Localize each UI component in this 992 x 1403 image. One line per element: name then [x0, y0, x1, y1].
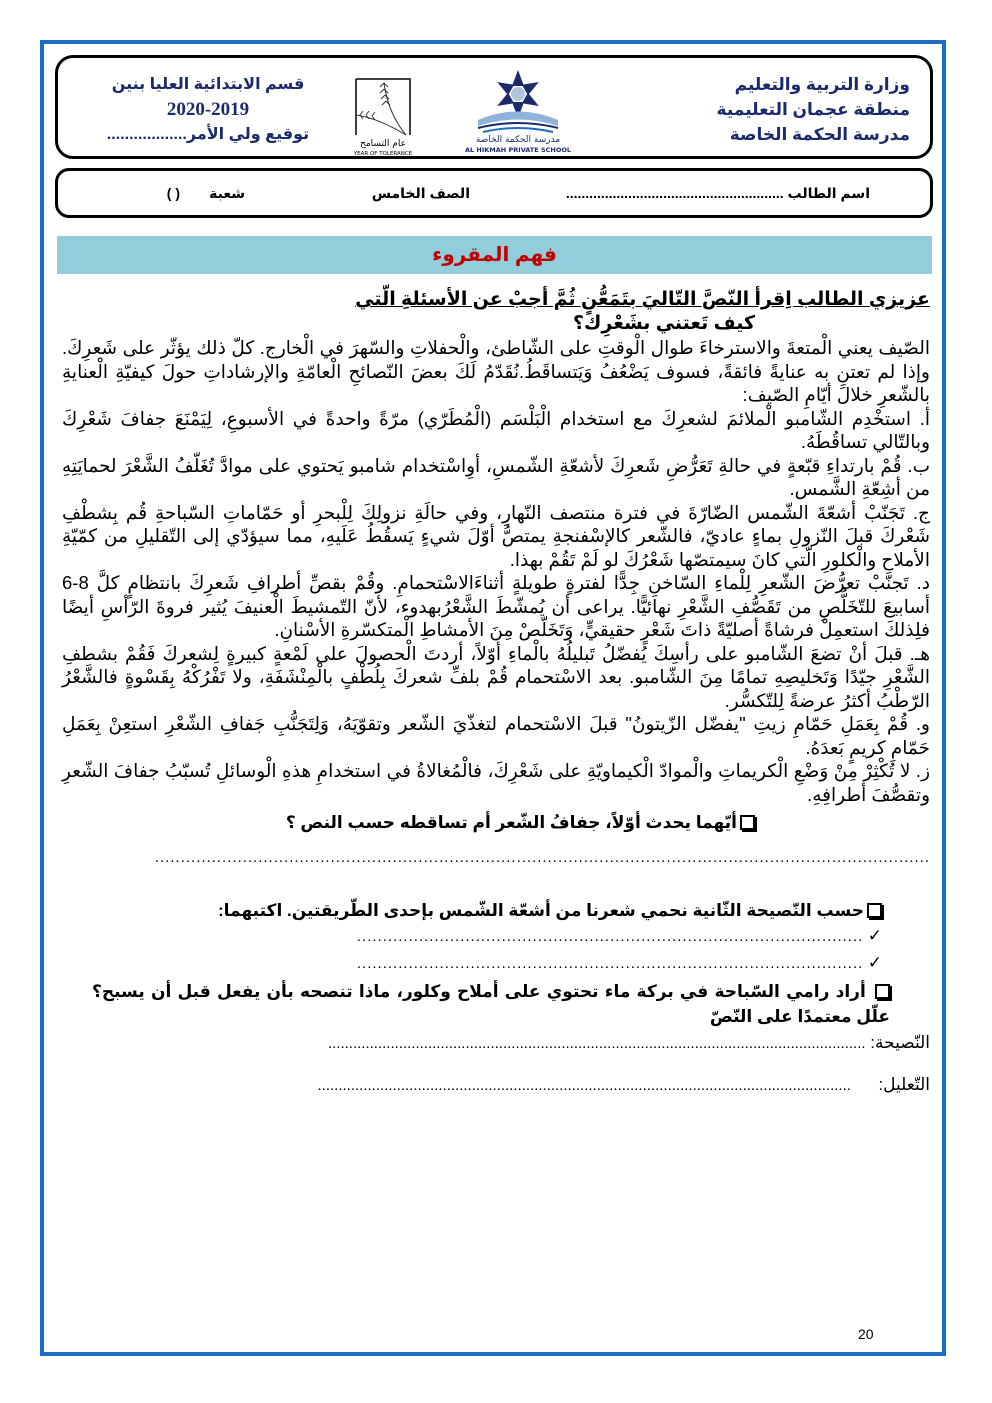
checkbox-icon[interactable]: [875, 984, 890, 999]
checkmark-icon: ✓: [867, 926, 882, 945]
passage-title: كيف تَعتني بشَعْرِك؟: [572, 313, 755, 334]
question-1-answer-line[interactable]: ......................................................................................................................................................: [154, 849, 930, 866]
question-1-text: أيّهما يحدث أوّلاً، جفافُ الشّعر أم تساقطه حسب النص ؟: [285, 813, 737, 832]
section-title: فهم المقروء: [57, 236, 932, 274]
paragraph-b: ب. قُمْ بارتداءِ قبّعةٍ في حالةِ تَعَرُّضِ شَعرِكَ لأشعّةِ الشّمسِ، أوِاسْتخدام شامبو يَحتوي على موادَّ تُغَلّفُ الشَّعْرَ لحمايَتِهِ من أشِعّةِ الشَّمس.: [62, 454, 930, 499]
question-2: [62, 898, 930, 923]
wheat-icon: [356, 83, 406, 135]
question-1: [62, 810, 930, 835]
instruction-text: عزيزي الطالب اِقرأ النّصَّ التّاليَ بتَمَعُّنٍ ثُمَّ أجبْ عن الأسئلةِ الّتي: [355, 289, 930, 310]
section-name: قسم الابتدائية العليا بنين: [111, 76, 305, 93]
checkmark-icon: ✓: [867, 953, 882, 972]
section-field[interactable]: ( ): [166, 185, 180, 201]
page-number: 20: [858, 1326, 874, 1342]
checkbox-icon[interactable]: [740, 815, 755, 830]
student-info-box: [55, 168, 933, 218]
ministry-name: وزارة التربية والتعليم: [734, 75, 910, 94]
school-logo: [453, 68, 583, 154]
grade-label: الصف الخامس: [371, 185, 470, 201]
question-3-text: أراد رامي السّباحة في بركة ماء تحتوي على أملاح وكلور، ماذا تنصحه بأن يفعل قبل أن يسبح؟ علّل معتمدًا على النّصّ: [92, 982, 890, 1026]
school-name: مدرسة الحكمة الخاصة: [729, 125, 910, 144]
reason-row: [62, 1075, 930, 1095]
question-3: [62, 979, 930, 1029]
star-emblem-icon: [494, 70, 542, 118]
header-ministry-block: [670, 72, 910, 147]
advice-label: النّصيحة:: [870, 1033, 930, 1052]
paragraph-g: ز. لا تُكْثِرْ مِنْ وَضْعِ الْكريماتِ والْموادّ الْكيماويّةِ على شَعْرِكَ، فالْمُغالاةُ في استخدامِ هذهِ الْوسائلِ تُسبّبُ جفافَ الشّعرِ وتقصُّفَ أطرافِهِ.: [62, 760, 931, 805]
svg-text:AL HIKMAH PRIVATE SCHOOL: AL HIKMAH PRIVATE SCHOOL: [464, 146, 572, 154]
reading-passage: [62, 288, 930, 1095]
paragraph-c: ج. تَجَنّبْ أشعّةَ الشّمس الضّارّةَ في فترة منتصف النّهارِ، وفي حالَةِ نزولِكَ لِلْبحرِ أو حَمّاماتِ السّباحةِ قُم بِشطْفِ شَعْركَ قبلَ النّزولِ بماءٍ عاديّ، فالشّعر كالإسْفنجةِ يمتصُّ أوّلَ شيءٍ يَسقُطُ عَلَيهِ، مما سيؤدّي إلى التّقليلِ من كمّيّةِ الأملاحِ والْكلورِ الّتي كانَ سيمتصّها شَعْرُكَ لو لَمْ تَقُمْ بهذا.: [62, 501, 930, 570]
paragraph-e: هـ. قبلَ أنْ تضعَ الشّامبو على رأسِكَ يُفضّلُ تَبليلُهُ بالْماءِ أوّلاً، أردتَ الْحصولَ على لَمْعةٍ كبيرةٍ لِشعركَ فَقُمْ بشطفِ الشَّعْرِ جيّدًا وَتَخليصِهِ تمامًا مِنَ الشّامبو. بعد الاسْتحمام قُمْ بلفِّ شعركَ بِلُطْفٍ بالْمِنْشَفَةِ، ولا تَفْرُكْهُ بِقَسْوةٍ فالشَّعْرُ الرّطْبُ أكثرُ عرضةً لِلتّكسُّر.: [62, 642, 930, 711]
academic-year: 2020-2019: [166, 99, 250, 120]
header-box: [55, 55, 933, 159]
checkbox-icon[interactable]: [867, 903, 882, 918]
svg-text:مدرسة الحكمة الخاصة: مدرسة الحكمة الخاصة: [475, 135, 561, 145]
zone-name: منطقة عجمان التعليمية: [716, 100, 910, 119]
question-2-text: حسب النّصيحة الثّانية نحمي شعرنا من أشعّة الشّمس بإحدى الطّريقتين. اكتبهما:: [218, 901, 864, 920]
question-2-answer-line-2[interactable]: ..................................................................................................: [356, 955, 864, 972]
advice-answer-line[interactable]: .................................................................................................................................: [327, 1035, 866, 1052]
parent-signature-field[interactable]: توقيع ولي الأمر..................: [106, 126, 310, 143]
header-section-block: [88, 72, 328, 147]
paragraph-intro: الصّيف يعني الْمتعةَ والاسترخاءَ طوال الْوقتِ على الشّاطئ، والْحفلاتِ والسّهرَ في الْخارج. كلّ ذلك يؤثّر على شَعرِكَ. وإذا لم تعتنِ به عنايةً فائقةً، فسوف يَضْعُفُ وَيَتساقَطُ.نُقَدّمُ لَكَ بعضَ النّصائحِ الْعامّةِ والإرشاداتِ حولَ كيفيّةِ الْعنايةِ بالشّعرِ خلالَ أيّامِ الصّيف:: [62, 337, 930, 405]
student-name-field[interactable]: اسم الطالب ........................................................: [565, 185, 870, 201]
question-2-answers: [62, 923, 930, 977]
svg-text:عام التسامح: عام التسامح: [360, 139, 406, 149]
advice-row: [62, 1033, 930, 1053]
reason-answer-line[interactable]: ................................................................................................................................: [317, 1077, 851, 1094]
question-2-answer-line-1[interactable]: ..................................................................................................: [356, 928, 864, 945]
reason-label: التّعليل:: [878, 1075, 930, 1094]
paragraph-f: و. قُمْ بِعَمَلِ حَمّامِ زيتِ "يفضّل الزّيتونُ" قبلَ الاسْتحمام لتغذّيَ الشّعر وتقوّيَهُ، وَلِتَجَنُّبِ جَفافِ الشّعْرِ استعِنْ بِعَمَلِ حَمّامِ كريمٍ بَعدَهُ.: [62, 713, 930, 758]
paragraph-a: أ. استخْدِم الشّامبو الْملائمَ لشعرِكَ مع استخدام الْبَلْسَم (الْمُطَرّي) مرّةً واحدةً في الأسبوعِ، لِيَمْنَعَ جفافَ شَعْرِكَ وبالتّالي تساقُطَهُ.: [62, 407, 930, 452]
paragraph-d: د. تَجنّبْ تعرُّضَ الشّعرِ لِلْماءِ السّاخنِ جِدًّا لفترةٍ طويلةٍ أثناءَالاسْتحمامِ. وقُمْ بقصِّ أطرافِ شَعرِكَ بانتظامٍ كلَّ 8-6 أسابيعَ للتّخَلُّصِ من تَقَصُّفِ الشَّعْرِ نهائيًّا. يراعى أن يُمشّطَ الشَّعْرُبهدوء، لأنّ التّمشيطَ الْعنيفَ يُثير فروةَ الرّأسِ أيضًا فلِذلكَ استعمِلْ فرشاةً أصليّةً ذاتَ شَعْرٍ حقيقيٍّ، وَتَخَلّصْ مِنَ الأمشاطِ الْمتكسّرةِ الأسْنانِ.: [62, 572, 930, 640]
svg-text:YEAR OF TOLERANCE: YEAR OF TOLERANCE: [353, 151, 413, 157]
year-of-tolerance-logo: [348, 73, 428, 158]
section-label: شعبة: [209, 185, 245, 201]
